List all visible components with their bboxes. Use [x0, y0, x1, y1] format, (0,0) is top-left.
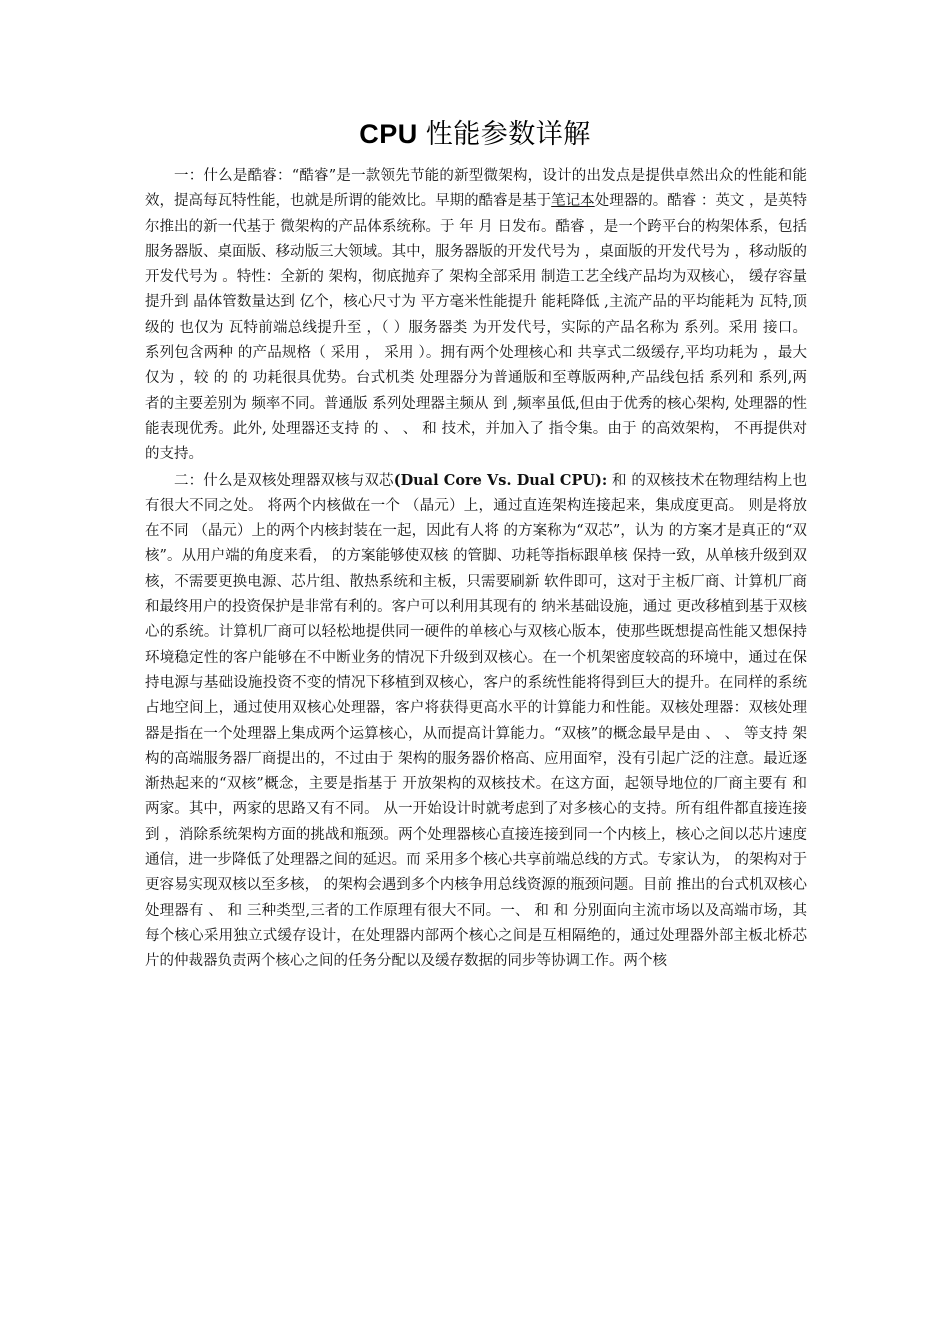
document-body — [145, 164, 807, 975]
paragraph-text: 和 的双核技术在物理结构上也有很大不同之处。 将两个内核做在一个 （晶元）上，通过直连架构连接起来，集成度更高。 则是将放在不同 （晶元）上的两个内核封装在一起，因此有人将 的方案称为“双芯”，认为 的方案才是真正的“双核”。从用户端的角度来看， 的方案能够使双核 的管脚、功耗等指标跟单核 保持一致，从单核升级到双核，不需要更换电源、芯片组、散热系统和主板，只需要刷新 软件即可，这对于主板厂商、计算机厂商和最终用户的投资保护是非常有利的。客户可以利用其现有的 纳米基础设施，通过 更改移植到基于双核心的系统。计算机厂商可以轻松地提供同一硬件的单核心与双核心版本，使那些既想提高性能又想保持 环境稳定性的客户能够在不中断业务的情况下升级到双核心。在一个机架密度较高的环境中，通过在保持电源与基础设施投资不变的情况下移植到双核心，客户的系统性能将得到巨大的提升。在同样的系统占地空间上，通过使用双核心处理器，客户将获得更高水平的计算能力和性能。双核处理器：双核处理器是指在一个处理器上集成两个运算核心，从而提高计算能力。“双核”的概念最早是由 、 、 等支持 架构的高端服务器厂商提出的，不过由于 架构的服务器价格高、应用面窄，没有引起广泛的注意。最近逐渐热起来的“双核”概念，主要是指基于 开放架构的双核技术。在这方面，起领导地位的厂商主要有 和 两家。其中，两家的思路又有不同。 从一开始设计时就考虑到了对多核心的支持。所有组件都直接连接到 ，消除系统架构方面的挑战和瓶颈。两个处理器核心直接连接到同一个内核上，核心之间以芯片速度通信，进一步降低了处理器之间的延迟。而 采用多个核心共享前端总线的方式。专家认为， 的架构对于更容易实现双核以至多核， 的架构会遇到多个内核争用总线资源的瓶颈问题。目前 推出的台式机双核心处理器有 、 和 三种类型,三者的工作原理有很大不同。一、 和 和 分别面向主流市场以及高端市场，其每个核心采用独立式缓存设计，在处理器内部两个核心之间是互相隔绝的，通过处理器外部主板北桥芯片的仲裁器负责两个核心之间的任务分配以及缓存数据的同步等协调工作。两个核 — [145, 472, 808, 970]
page-title — [0, 112, 950, 151]
paragraph-heading-latin: (Dual Core Vs. Dual CPU): — [393, 471, 608, 489]
paragraph-text: 一：什么是酷睿：“酷睿”是一款领先节能的新型微架构，设计的出发点是提供卓然出众的性能和能效，提高每瓦特性能，也就是所谓的能效比。早期的酷睿是基于 — [145, 168, 807, 210]
paragraph-core-intro — [145, 164, 807, 468]
title-latin: CPU — [359, 119, 418, 149]
title-cjk: 性能参数详解 — [425, 119, 591, 149]
paragraph-text: 处理器的。酷睿 ：英文 ，是英特尔推出的新一代基于 微架构的产品体系统称。于 年 月 日发布。酷睿 ，是一个跨平台的构架体系，包括服务器版、桌面版、移动版三大领域。其中，服务器版的开发代号为 ，桌面版的开发代号为 ，移动版的开发代号为 。特性：全新的 架构，彻底抛弃了 架构全部采用 制造工艺全线产品均为双核心， 缓存容量提升到 晶体管数量达到 亿个，核心尺寸为 平方毫米性能提升 能耗降低 ,主流产品的平均能耗为 瓦特,顶级的 也仅为 瓦特前端总线提升至 ，（ ）服务器类 为开发代号，实际的产品名称为 系列。采用 接口。 系列包含两种 的产品规格（ 采用 ， 采用 ）。拥有两个处理核心和 共享式二级缓存,平均功耗为 ，最大仅为 ，较 的 的 功耗很具优势。台式机类 处理器分为普通版和至尊版两种,产品线包括 系列和 系列,两者的主要差别为 频率不同。普通版 系列处理器主频从 到 ,频率虽低,但由于优秀的核心架构, 处理器的性能表现优秀。此外, 处理器还支持 的 、 、 和 技术，并加入了 指令集。由于 的高效架构， 不再提供对 的支持。 — [145, 193, 808, 463]
notebook-link[interactable]: 笔记本 — [551, 193, 595, 210]
paragraph-dual-core — [145, 468, 807, 975]
paragraph-heading: 二：什么是双核处理器双核与双芯 — [174, 472, 394, 489]
